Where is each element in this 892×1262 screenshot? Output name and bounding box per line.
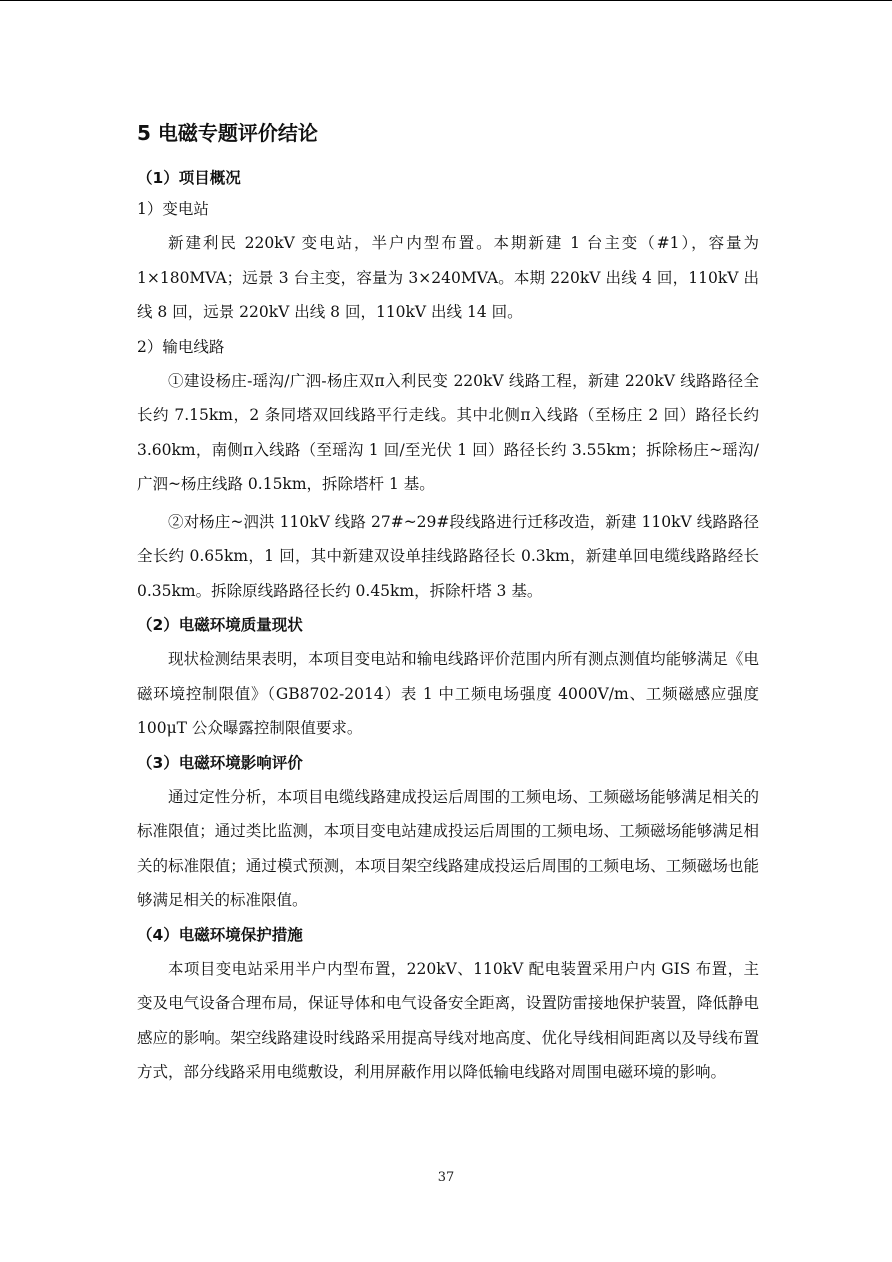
subheading-substation: 1）变电站 [137,200,209,218]
heading-project-overview: （1）项目概况 [137,169,241,187]
heading-em-protection: （4）电磁环境保护措施 [137,925,303,944]
paragraph-line-item-1: ①建设杨庄-瑶沟/广泗-杨庄双π入利民变 220kV 线路工程，新建 220kV 线路路径全长约 7.15km，2 条同塔双回线路平行走线。其中北侧π入线路（至杨庄 2 回）路径长约 3.60km，南侧π入线路（至瑶沟 1 回/至光伏 1 回）路径长约 3.55km；拆除杨庄~瑶沟/广泗~杨庄线路 0.15km，拆除塔杆 1 基。 [137,371,759,493]
paragraph-em-impact: 通过定性分析，本项目电缆线路建成投运后周围的工频电场、工频磁场能够满足相关的标准限值；通过类比监测，本项目变电站建成投运后周围的工频电场、工频磁场能够满足相关的标准限值；通过模式预测，本项目架空线路建成投运后周围的工频电场、工频磁场也能够满足相关的标准限值。 [137,787,759,909]
section-title: 5 电磁专题评价结论 [137,121,318,145]
heading-em-status: （2）电磁环境质量现状 [137,616,303,634]
top-border-line [0,0,892,1]
paragraph-em-status: 现状检测结果表明，本项目变电站和输电线路评价范围内所有测点测值均能够满足《电磁环境控制限值》（GB8702-2014）表 1 中工频电场强度 4000V/m、工频磁感应强度 100μT 公众曝露控制限值要求。 [137,650,759,737]
paragraph-substation: 新建利民 220kV 变电站，半户内型布置。本期新建 1 台主变（#1），容量为 1×180MVA；远景 3 台主变，容量为 3×240MVA。本期 220kV 出线 4 回，110kV 出线 8 回，远景 220kV 出线 8 回，110kV 出线 14 回。 [137,234,759,321]
subheading-transmission-lines: 2）输电线路 [137,337,225,356]
page-number: 37 [437,1170,455,1185]
paragraph-em-protection: 本项目变电站采用半户内型布置，220kV、110kV 配电装置采用户内 GIS 布置，主变及电气设备合理布局，保证导体和电气设备安全距离，设置防雷接地保护装置，降低静电感应的影响。架空线路建设时线路采用提高导线对地高度、优化导线相间距离以及导线布置方式，部分线路采用电缆敷设，利用屏蔽作用以降低输电线路对周围电磁环境的影响。 [137,959,759,1081]
page-content [137,118,759,1093]
paragraph-line-item-2: ②对杨庄~泗洪 110kV 线路 27#~29#段线路进行迁移改造，新建 110kV 线路路径全长约 0.65km，1 回，其中新建双设单挂线路路径长 0.3km，新建单回电缆线路路经长 0.35km。拆除原线路路径长约 0.45km，拆除杆塔 3 基。 [137,512,759,600]
heading-em-impact: （3）电磁环境影响评价 [137,753,303,772]
